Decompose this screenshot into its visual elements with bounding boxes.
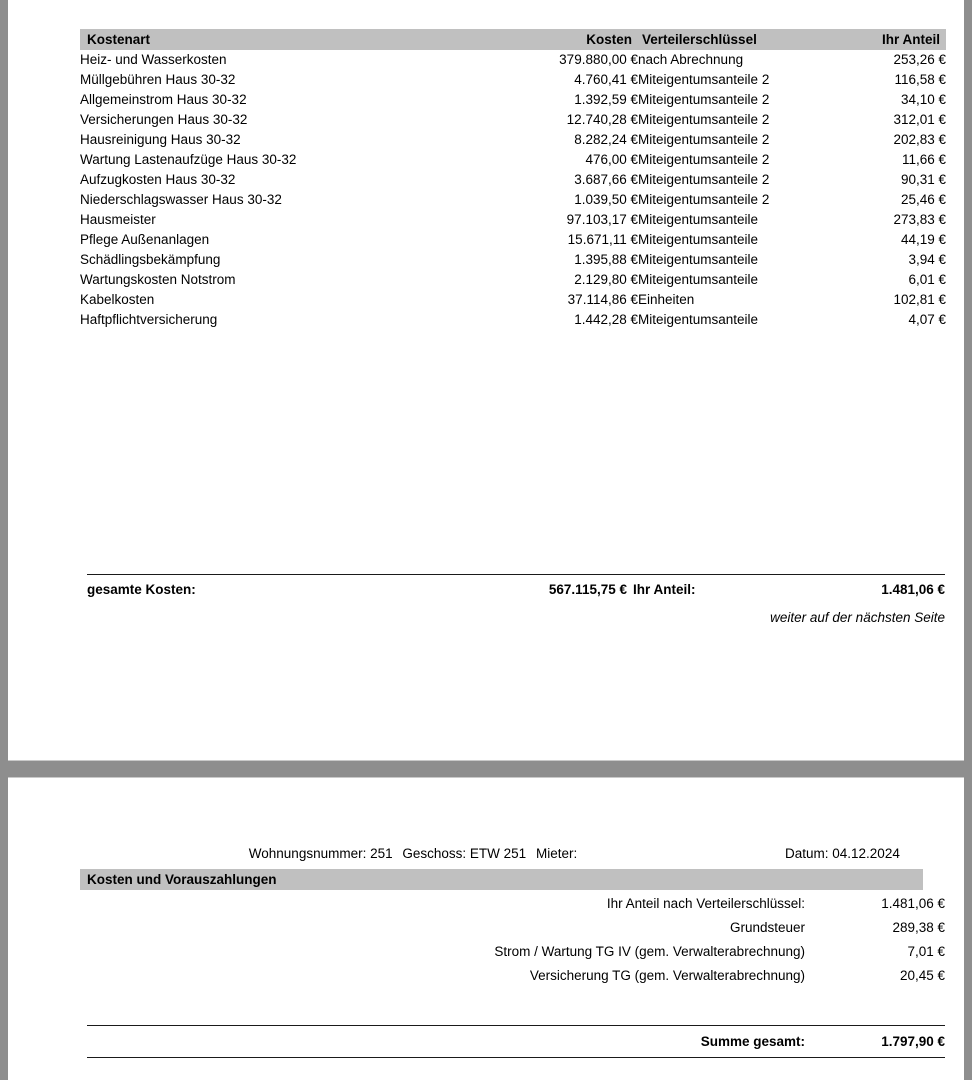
- cell-ihr-anteil: 4,07 €: [908, 312, 946, 327]
- grand-total-row: [87, 1030, 945, 1054]
- line-label: Grundsteuer: [729, 920, 805, 935]
- grand-total-label: Summe gesamt:: [700, 1034, 805, 1049]
- table-row: [80, 210, 946, 230]
- cell-ihr-anteil: 312,01 €: [893, 112, 946, 127]
- table-row: [80, 250, 946, 270]
- list-item: [87, 916, 945, 940]
- document-page-two: [8, 778, 964, 1080]
- cell-verteilerschluessel: nach Abrechnung: [638, 52, 744, 67]
- cell-ihr-anteil: 25,46 €: [900, 192, 946, 207]
- column-header-kosten: Kosten: [500, 29, 638, 50]
- cell-ihr-anteil: 90,31 €: [900, 172, 946, 187]
- cell-verteilerschluessel: Miteigentumsanteile: [638, 312, 759, 327]
- list-item: [87, 892, 945, 916]
- cell-verteilerschluessel: Miteigentumsanteile 2: [638, 132, 770, 147]
- cell-kosten: 379.880,00 €: [559, 52, 638, 67]
- totals-rule-top: [87, 574, 945, 575]
- cell-verteilerschluessel: Miteigentumsanteile 2: [638, 152, 770, 167]
- table-row: [80, 110, 946, 130]
- table-row: [80, 90, 946, 110]
- cell-verteilerschluessel: Miteigentumsanteile 2: [638, 192, 770, 207]
- total-share-value: 1.481,06 €: [881, 582, 945, 597]
- cell-ihr-anteil: 102,81 €: [893, 292, 946, 307]
- cell-kostenart: Haftpflichtversicherung: [80, 312, 218, 327]
- apartment-number: Wohnungsnummer: 251: [248, 846, 393, 861]
- continued-on-next-page-note: weiter auf der nächsten Seite: [770, 610, 945, 625]
- cell-kosten: 1.039,50 €: [574, 192, 638, 207]
- column-header-kostenart: Kostenart: [80, 29, 500, 50]
- line-label: Strom / Wartung TG IV (gem. Verwalterabrechnung): [494, 944, 805, 959]
- totals-row: [87, 579, 945, 601]
- cell-kostenart: Kabelkosten: [80, 292, 155, 307]
- line-label: Versicherung TG (gem. Verwalterabrechnung): [529, 968, 805, 983]
- section-title-kosten-vorauszahlungen: Kosten und Vorauszahlungen: [80, 869, 923, 890]
- column-header-ihr-anteil: Ihr Anteil: [826, 29, 946, 50]
- column-header-verteilerschluessel: Verteilerschlüssel: [638, 29, 826, 50]
- line-value: 1.481,06 €: [881, 896, 945, 911]
- cell-ihr-anteil: 6,01 €: [908, 272, 946, 287]
- table-row: [80, 150, 946, 170]
- cell-kosten: 1.442,28 €: [574, 312, 638, 327]
- total-share-label: Ihr Anteil:: [633, 582, 696, 597]
- table-row: [80, 310, 946, 330]
- total-cost-value: 567.115,75 €: [548, 582, 627, 597]
- table-row: [80, 230, 946, 250]
- table-row: [80, 50, 946, 70]
- scan-edge-left: [0, 0, 8, 1080]
- table-row: [80, 170, 946, 190]
- page-separator-band: [0, 760, 972, 778]
- cell-kostenart: Wartungskosten Notstrom: [80, 272, 236, 287]
- cell-kosten: 3.687,66 €: [574, 172, 638, 187]
- cell-verteilerschluessel: Miteigentumsanteile 2: [638, 72, 770, 87]
- cell-verteilerschluessel: Miteigentumsanteile: [638, 252, 759, 267]
- cell-kostenart: Pflege Außenanlagen: [80, 232, 210, 247]
- line-value: 7,01 €: [907, 944, 945, 959]
- cell-kostenart: Hausreinigung Haus 30-32: [80, 132, 241, 147]
- total-cost-label: gesamte Kosten:: [87, 582, 196, 597]
- cell-kosten: 97.103,17 €: [566, 212, 638, 227]
- cell-kosten: 4.760,41 €: [574, 72, 638, 87]
- grand-total-rule-bottom: [87, 1057, 945, 1058]
- cell-ihr-anteil: 11,66 €: [901, 152, 946, 167]
- cell-ihr-anteil: 34,10 €: [900, 92, 946, 107]
- list-item: [87, 964, 945, 988]
- cell-kosten: 12.740,28 €: [566, 112, 638, 127]
- line-value: 289,38 €: [892, 920, 945, 935]
- cost-breakdown-table: [80, 29, 946, 330]
- table-row: [80, 70, 946, 90]
- document-page-one: [8, 0, 964, 760]
- cell-verteilerschluessel: Miteigentumsanteile 2: [638, 112, 770, 127]
- grand-total-value: 1.797,90 €: [881, 1034, 945, 1049]
- cell-kosten: 476,00 €: [585, 152, 638, 167]
- cell-kostenart: Allgemeinstrom Haus 30-32: [80, 92, 247, 107]
- cell-verteilerschluessel: Miteigentumsanteile 2: [638, 172, 770, 187]
- cell-verteilerschluessel: Miteigentumsanteile: [638, 272, 759, 287]
- cell-kostenart: Aufzugkosten Haus 30-32: [80, 172, 236, 187]
- line-label: Ihr Anteil nach Verteilerschlüssel:: [606, 896, 805, 911]
- cell-kostenart: Schädlingsbekämpfung: [80, 252, 221, 267]
- grand-total-rule-top: [87, 1025, 945, 1026]
- cell-verteilerschluessel: Miteigentumsanteile 2: [638, 92, 770, 107]
- page-one-totals: [87, 574, 945, 601]
- cell-verteilerschluessel: Einheiten: [638, 292, 695, 307]
- floor-label: Geschoss: ETW 251: [402, 846, 527, 861]
- cell-kostenart: Versicherungen Haus 30-32: [80, 112, 248, 127]
- cell-ihr-anteil: 253,26 €: [893, 52, 946, 67]
- cell-ihr-anteil: 44,19 €: [900, 232, 946, 247]
- cell-verteilerschluessel: Miteigentumsanteile: [638, 232, 759, 247]
- scan-edge-right: [964, 0, 972, 1080]
- cell-kostenart: Heiz- und Wasserkosten: [80, 52, 227, 67]
- statement-date: Datum: 04.12.2024: [785, 846, 900, 861]
- cell-ihr-anteil: 3,94 €: [908, 252, 946, 267]
- cell-kostenart: Müllgebühren Haus 30-32: [80, 72, 236, 87]
- tenant-meta-group: [87, 844, 785, 864]
- cell-ihr-anteil: 116,58 €: [894, 72, 946, 87]
- tenant-label: Mieter:: [535, 846, 578, 861]
- cell-kosten: 8.282,24 €: [574, 132, 638, 147]
- line-value: 20,45 €: [899, 968, 945, 983]
- cell-ihr-anteil: 273,83 €: [893, 212, 946, 227]
- tenant-meta-row: [87, 844, 945, 864]
- cell-kostenart: Wartung Lastenaufzüge Haus 30-32: [80, 152, 297, 167]
- table-row: [80, 130, 946, 150]
- table-header-row: [80, 29, 946, 50]
- table-row: [80, 290, 946, 310]
- cell-kosten: 37.114,86 €: [567, 292, 638, 307]
- table-row: [80, 190, 946, 210]
- cell-kosten: 15.671,11 €: [567, 232, 638, 247]
- grand-total-block: [87, 1025, 945, 1058]
- table-row: [80, 270, 946, 290]
- cell-kostenart: Hausmeister: [80, 212, 156, 227]
- cell-kosten: 1.392,59 €: [574, 92, 638, 107]
- list-item: [87, 940, 945, 964]
- cell-ihr-anteil: 202,83 €: [893, 132, 946, 147]
- cell-kostenart: Niederschlagswasser Haus 30-32: [80, 192, 282, 207]
- cell-kosten: 2.129,80 €: [574, 272, 638, 287]
- cell-verteilerschluessel: Miteigentumsanteile: [638, 212, 759, 227]
- payment-lines-list: [87, 892, 945, 988]
- cell-kosten: 1.395,88 €: [574, 252, 638, 267]
